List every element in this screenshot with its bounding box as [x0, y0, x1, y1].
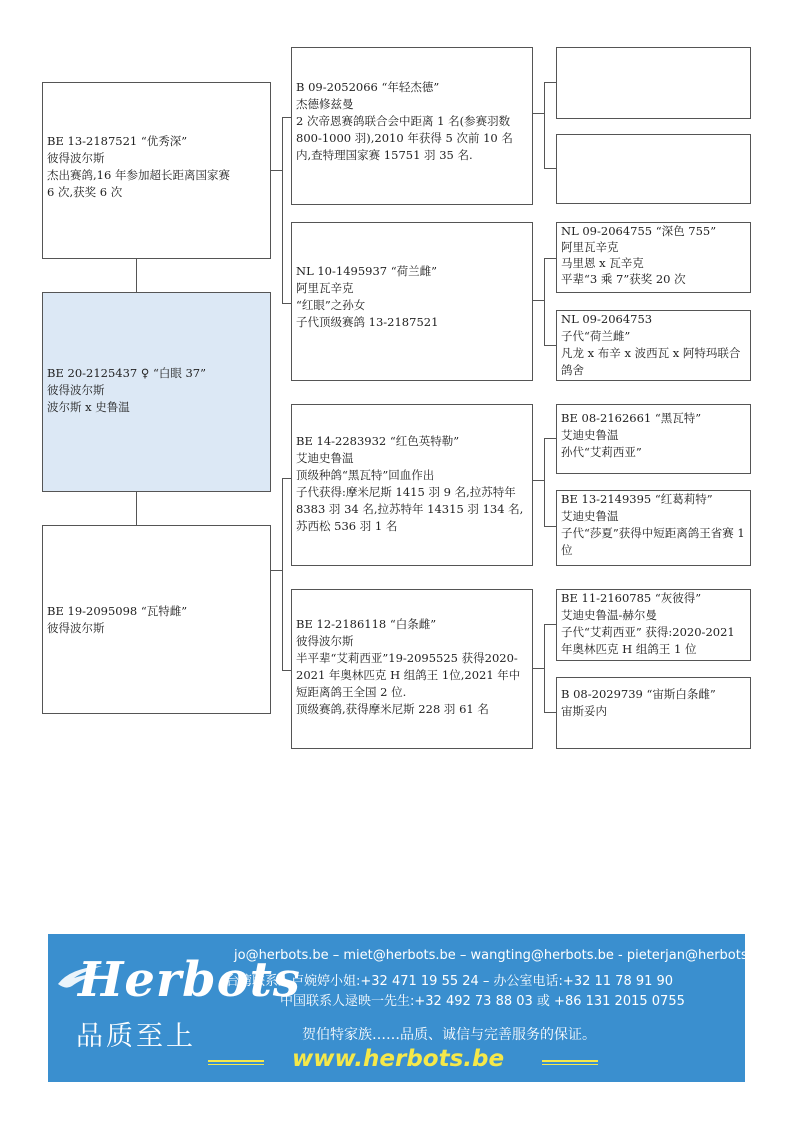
- decor-lines-right: [542, 1060, 598, 1065]
- dam-sire-sire-card: [556, 404, 751, 474]
- sire-dam-card: [291, 222, 533, 381]
- card-line: 杰德修兹曼: [296, 97, 354, 111]
- connector: [544, 624, 556, 625]
- connector: [544, 82, 545, 168]
- connector: [544, 168, 556, 169]
- dam-dam-dam-card: [556, 677, 751, 749]
- sire-dam-dam-card: [556, 310, 751, 381]
- card-line: 阿里瓦辛克: [296, 281, 354, 295]
- ring-number: NL 09-2064755 “深色 755”: [561, 224, 717, 238]
- card-line: 子代获得:摩米尼斯 1415 羽 9 名,拉苏特年 8383 羽 34 名,拉苏特年 14315 羽 134 名,苏西松 536 羽 1 名: [296, 485, 524, 533]
- card-line: 子代“荷兰雌”: [561, 329, 631, 343]
- card-line: 马里恩 x 瓦辛克: [561, 256, 644, 270]
- sire-sire-dam-card: [556, 134, 751, 204]
- card-line: 子代“艾莉西亚” 获得:2020-2021 年奥林匹克 H 组鸽王 1 位: [561, 625, 735, 656]
- connector: [532, 480, 544, 481]
- connector: [544, 345, 556, 346]
- card-line: 彼得波尔斯: [47, 383, 105, 397]
- card-line: 平辈“3 乘 7”获奖 20 次: [561, 272, 686, 286]
- connector: [544, 438, 556, 439]
- ring-number: BE 11-2160785 “灰彼得”: [561, 591, 702, 605]
- taiwan-contact: 台湾联系人卢婉婷小姐:+32 471 19 55 24 – 办公室电话:+32 11 78 91 90: [226, 974, 674, 989]
- subject-card: [42, 292, 271, 492]
- card-line: 艾迪史鲁温: [561, 509, 619, 523]
- card-line: 6 次,获奖 6 次: [47, 185, 123, 199]
- card-line: 凡龙 x 布辛 x 波西瓦 x 阿特玛联合鸽舍: [561, 346, 741, 377]
- card-line: 顶级种鸽“黑瓦特”回血作出: [296, 468, 435, 482]
- ring-number: BE 20-2125437 ♀ “白眼 37”: [47, 366, 207, 380]
- ring-number: BE 13-2149395 “红葛莉特”: [561, 492, 713, 506]
- dam-dam-sire-card: [556, 589, 751, 661]
- dam-sire-card: [291, 404, 533, 566]
- ring-number: B 09-2052066 “年轻杰德”: [296, 80, 440, 94]
- connector: [532, 668, 544, 669]
- card-line: 彼得波尔斯: [47, 621, 105, 635]
- ring-number: BE 12-2186118 “白条雌”: [296, 617, 437, 631]
- card-line: “红眼”之孙女: [296, 298, 366, 312]
- connector: [544, 438, 545, 526]
- card-line: 彼得波尔斯: [296, 634, 354, 648]
- ring-number: BE 19-2095098 “瓦特雌”: [47, 604, 188, 618]
- ring-number: B 08-2029739 “宙斯白条雌”: [561, 687, 716, 701]
- connector: [282, 478, 283, 670]
- slogan: 贺伯特家族……品质、诚信与完善服务的保证。: [302, 1027, 596, 1043]
- dam-card: [42, 525, 271, 714]
- card-line: 孙代“艾莉西亚”: [561, 445, 642, 459]
- card-line: 波尔斯 x 史鲁温: [47, 400, 130, 414]
- sire-dam-sire-card: [556, 222, 751, 293]
- connector: [544, 624, 545, 712]
- sire-sire-sire-card: [556, 47, 751, 119]
- card-line: 艾迪史鲁温: [296, 451, 354, 465]
- card-line: 2 次帝恩赛鸽联合会中距离 1 名(参赛羽数800-1000 羽),2010 年获得 5 次前 10 名内,查特理国家赛 15751 羽 35 名.: [296, 114, 513, 162]
- card-line: 艾迪史鲁温-赫尔曼: [561, 608, 657, 622]
- connector: [282, 117, 283, 303]
- connector: [544, 82, 556, 83]
- connector: [270, 570, 282, 571]
- card-line: 宙斯妥内: [561, 704, 607, 718]
- connector: [136, 258, 137, 293]
- ring-number: BE 13-2187521 “优秀深”: [47, 134, 188, 148]
- china-contact: 中国联系人逯映一先生:+32 492 73 88 03 或 +86 131 2015 0755: [280, 994, 685, 1009]
- connector: [532, 300, 544, 301]
- connector: [544, 712, 556, 713]
- contact-emails[interactable]: jo@herbots.be – miet@herbots.be – wangting@herbots.be - pieterjan@herbots.be: [234, 948, 768, 963]
- connector: [544, 526, 556, 527]
- connector: [544, 258, 545, 345]
- website-link[interactable]: www.herbots.be: [292, 1046, 505, 1072]
- card-line: 顶级赛鸽,获得摩米尼斯 228 羽 61 名: [296, 702, 489, 716]
- connector: [136, 491, 137, 526]
- connector: [544, 258, 556, 259]
- connector: [270, 170, 282, 171]
- ring-number: BE 14-2283932 “红色英特勒”: [296, 434, 460, 448]
- ring-number: NL 09-2064753: [561, 312, 653, 326]
- card-line: 半平辈“艾莉西亚”19-2095525 获得2020-2021 年奥林匹克 H 组鸽王 1位,2021 年中短距离鸽王全国 2 位.: [296, 651, 521, 699]
- brand-tagline: 品质至上: [76, 1021, 196, 1052]
- dam-dam-card: [291, 589, 533, 749]
- card-line: 子代顶级赛鸽 13-2187521: [296, 315, 439, 329]
- footer-banner: [48, 934, 768, 1082]
- connector: [532, 113, 544, 114]
- card-line: 阿里瓦辛克: [561, 240, 619, 254]
- sire-sire-card: [291, 47, 533, 205]
- dam-sire-dam-card: [556, 490, 751, 566]
- card-line: 杰出赛鸽,16 年参加超长距离国家赛: [47, 168, 230, 182]
- sire-card: [42, 82, 271, 259]
- brand-logo: Herbots: [78, 952, 301, 1008]
- card-line: 彼得波尔斯: [47, 151, 105, 165]
- card-line: 艾迪史鲁温: [561, 428, 619, 442]
- ring-number: NL 10-1495937 “荷兰雌”: [296, 264, 438, 278]
- card-line: 子代“莎夏”获得中短距离鸽王省赛 1 位: [561, 526, 745, 557]
- decor-lines-left: [208, 1060, 264, 1065]
- ring-number: BE 08-2162661 “黑瓦特”: [561, 411, 702, 425]
